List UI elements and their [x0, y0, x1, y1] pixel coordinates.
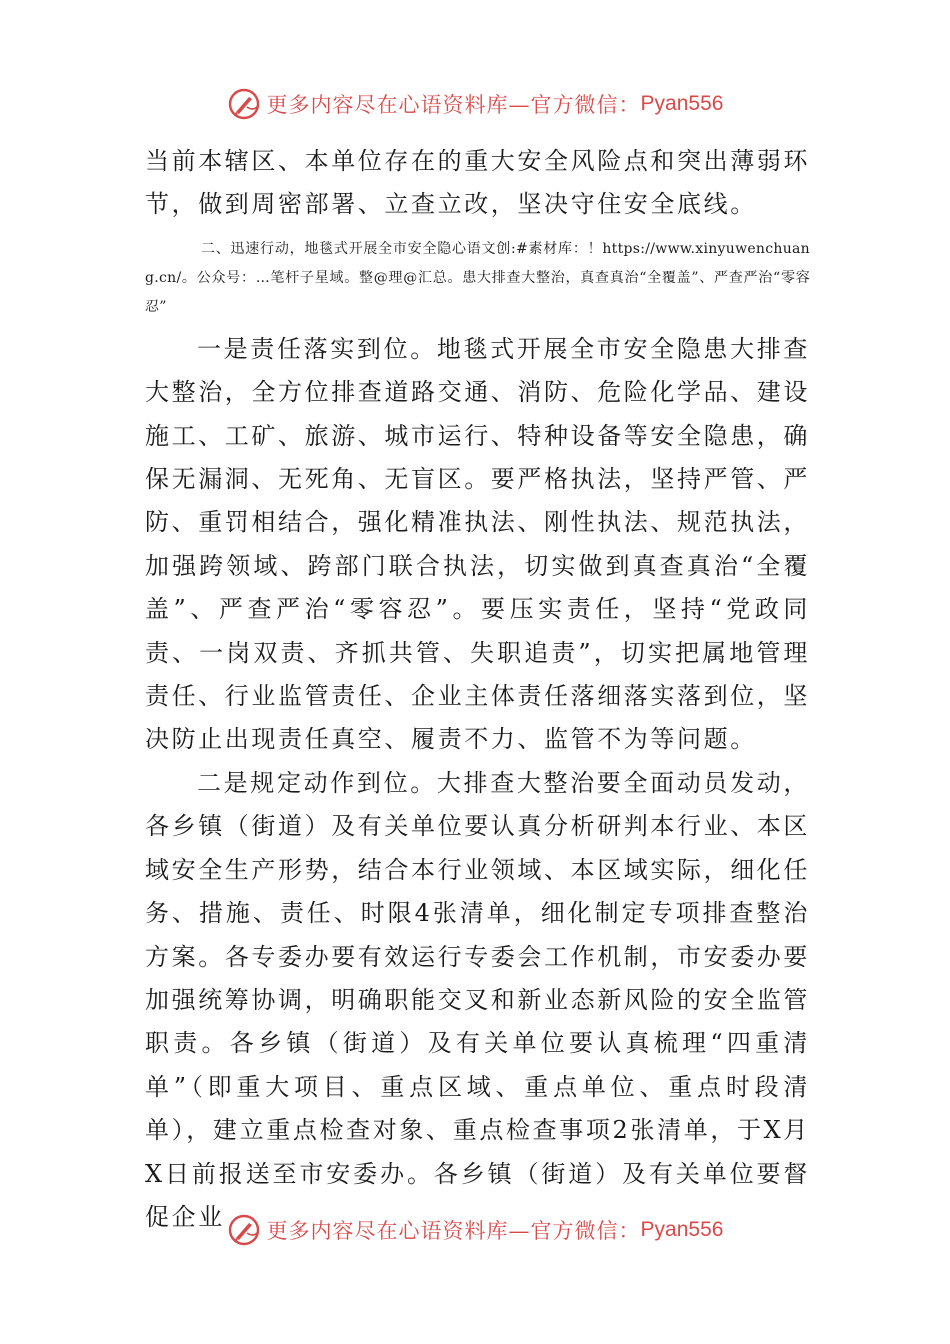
footer-banner	[0, 1210, 950, 1250]
header-banner	[0, 84, 950, 124]
section-two-heading: 二、迅速行动，地毯式开展全市安全隐心语文创:#素材库：！https://www.xinyuwenchuang.cn/。公众号：…笔杆子星域。整@理@汇总。患大排查大整治，真查真治“全覆盖”、严查严治“零容忍”	[145, 240, 810, 315]
intro-continuation-paragraph: 当前本辖区、本单位存在的重大安全风险点和突出薄弱环节，做到周密部署、立查立改，坚决守住安全底线。	[145, 147, 810, 219]
pen-logo-icon	[227, 1213, 261, 1247]
document-body	[145, 140, 810, 1239]
pen-logo-icon	[227, 87, 261, 121]
banner-text: 更多内容尽在心语资料库—官方微信：	[266, 1219, 641, 1243]
paragraph-responsibility: 一是责任落实到位。地毯式开展全市安全隐患大排查大整治，全方位排查道路交通、消防、危险化学品、建设施工、工矿、旅游、城市运行、特种设备等安全隐患，确保无漏洞、无死角、无盲区。要严格执法，坚持严管、严防、重罚相结合，强化精准执法、刚性执法、规范执法，加强跨领域、跨部门联合执法，切实做到真查真治“全覆盖”、严查严治“零容忍”。要压实责任，坚持“党政同责、一岗双责、齐抓共管、失职追责”，切实把属地管理责任、行业监管责任、企业主体责任落细落实落到位，坚决防止出现责任真空、履责不力、监管不为等问题。	[145, 334, 810, 754]
banner-text: 更多内容尽在心语资料库—官方微信：	[266, 93, 641, 117]
banner-wechat-id: Pyan556	[640, 92, 724, 115]
banner-wechat-id: Pyan556	[640, 1218, 724, 1241]
paragraph-required-actions: 二是规定动作到位。大排查大整治要全面动员发动，各乡镇（街道）及有关单位要认真分析研判本行业、本区域安全生产形势，结合本行业领域、本区域实际，细化任务、措施、责任、时限4张清单，细化制定专项排查整治方案。各专委办要有效运行专委会工作机制，市安委办要加强统筹协调，明确职能交叉和新业态新风险的安全监管职责。各乡镇（街道）及有关单位要认真梳理“四重清单”（即重大项目、重点区域、重点单位、重点时段清单），建立重点检查对象、重点检查事项2张清单，于X月X日前报送至市安委办。各乡镇（街道）及有关单位要督促企业	[145, 768, 810, 1231]
